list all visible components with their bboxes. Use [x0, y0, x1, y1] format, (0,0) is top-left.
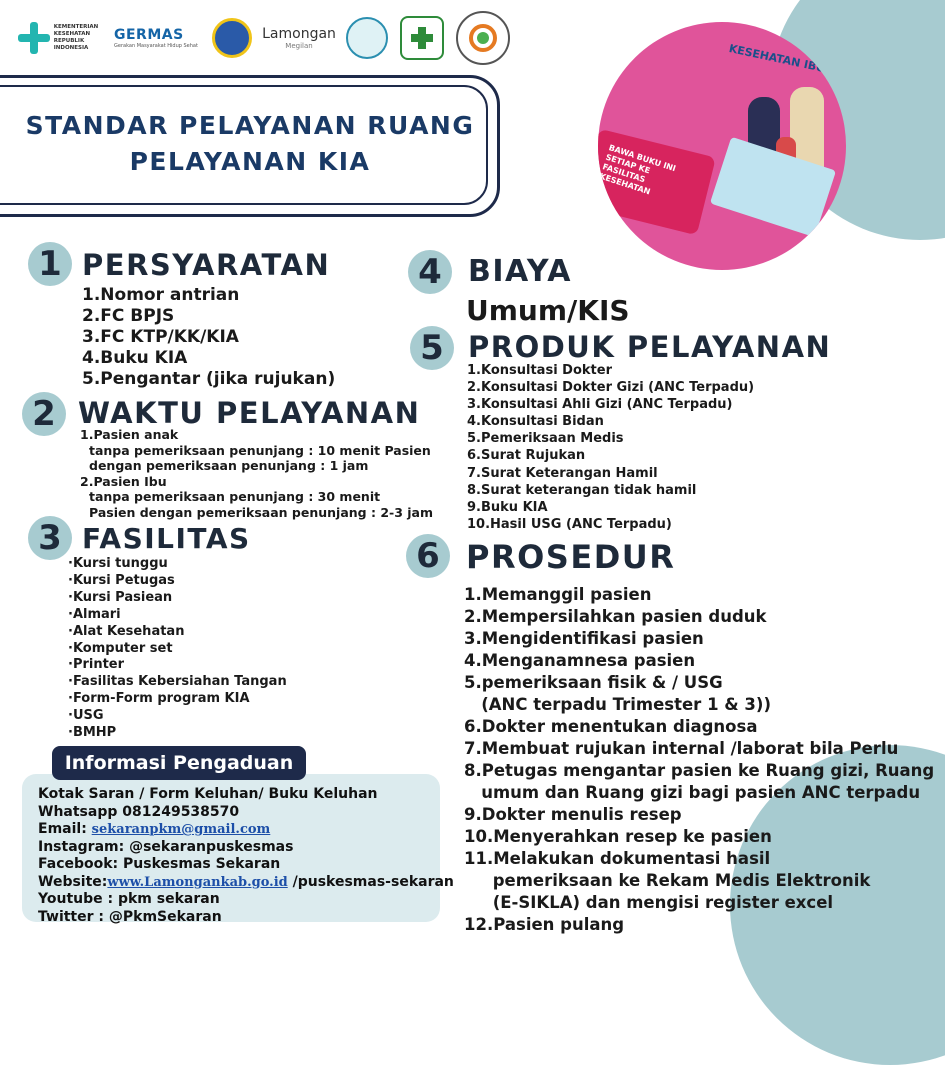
section-number-2: 2	[22, 392, 66, 436]
germas-logo: GERMAS Gerakan Masyarakat Hidup Sehat	[114, 27, 198, 49]
list-item: ·USG	[68, 708, 104, 724]
list-item: ·Kursi Pasiean	[68, 589, 173, 605]
waktu-heading: WAKTU PELAYANAN	[78, 396, 421, 430]
instagram-contact: Instagram: @sekaranpuskesmas	[38, 838, 294, 855]
biaya-heading: BIAYA	[468, 254, 572, 289]
kemenkes-mark-icon	[18, 22, 50, 54]
lamongan-regency-emblem-icon	[212, 18, 252, 58]
kemenkes-logo: KEMENTERIAN KESEHATAN REPUBLIK INDONESIA	[14, 16, 102, 60]
produk-heading: PRODUK PELAYANAN	[468, 330, 832, 364]
list-item: ·Kursi tunggu	[68, 556, 168, 571]
puskesmas-cross-icon	[400, 16, 444, 60]
list-item: 5.Pemeriksaan Medis	[467, 431, 624, 447]
list-item: 1.Pasien anak	[80, 427, 179, 442]
email-link[interactable]: sekaranpkm@gmail.com	[91, 822, 271, 837]
list-item: 6.Dokter menentukan diagnosa	[464, 717, 758, 736]
list-item: ·Printer	[68, 657, 125, 673]
list-item: 2.Pasien Ibu	[80, 473, 167, 489]
puskesmas-sekaran-seal-icon	[456, 11, 510, 65]
list-item: tanpa pemeriksaan penunjang : 10 menit Pasien	[89, 442, 431, 458]
list-item: ·Komputer set	[68, 640, 173, 656]
list-item: 5.pemeriksaan fisik & / USG	[464, 673, 723, 692]
list-item: 4.Buku KIA	[82, 348, 188, 368]
section-number-4: 4	[408, 250, 452, 294]
logo-row	[14, 8, 510, 68]
list-item: (ANC terpadu Trimester 1 & 3))	[464, 695, 771, 714]
list-item: ·Alat Kesehatan	[68, 623, 185, 639]
list-item: 7.Membuat rujukan internal /laborat bila Perlu	[464, 739, 899, 758]
list-item: 12.Pasien pulang	[464, 915, 625, 934]
list-item: 7.Surat Keterangan Hamil	[467, 465, 658, 481]
list-item: pemeriksaan ke Rekam Medis Elektronik	[464, 871, 871, 890]
list-item: tanpa pemeriksaan penunjang : 30 menit	[89, 489, 381, 504]
list-item: 8.Petugas mengantar pasien ke Ruang gizi, Ruang	[464, 761, 935, 780]
list-item: 3.FC KTP/KK/KIA	[82, 327, 239, 347]
list-item: 2.Konsultasi Dokter Gizi (ANC Terpadu)	[467, 380, 755, 396]
list-item: 2.FC BPJS	[82, 306, 175, 326]
list-item: 1.Nomor antrian	[82, 285, 240, 305]
list-item: ·Form-Form program KIA	[68, 691, 250, 707]
list-item: 10.Menyerahkan resep ke pasien	[464, 827, 772, 846]
pengaduan-badge: Informasi Pengaduan	[52, 746, 306, 780]
list-item: 4.Konsultasi Bidan	[467, 414, 604, 430]
list-item: 9.Dokter menulis resep	[464, 805, 682, 824]
kotak-saran: Kotak Saran / Form Keluhan/ Buku Keluhan	[38, 786, 378, 802]
section-number-1: 1	[28, 242, 72, 286]
list-item: 10.Hasil USG (ANC Terpadu)	[467, 516, 672, 532]
list-item: 1.Konsultasi Dokter	[467, 363, 612, 378]
list-item: 11.Melakukan dokumentasi hasil	[464, 849, 771, 868]
list-item: dengan pemeriksaan penunjang : 1 jam	[89, 458, 369, 473]
section-number-6: 6	[406, 534, 450, 578]
persyaratan-list	[82, 285, 335, 390]
section-number-3: 3	[28, 516, 72, 560]
list-item: 8.Surat keterangan tidak hamil	[467, 482, 697, 498]
page-title: STANDAR PELAYANAN RUANG PELAYANAN KIA	[25, 111, 475, 176]
buku-kia-illustration: KESEHATAN IBU BAWA BUKU INI SETIAP KE FASILITAS KESEHATAN	[598, 22, 846, 270]
list-item: ·Kursi Petugas	[68, 572, 175, 588]
list-item: ·Almari	[68, 606, 121, 622]
list-item: 4.Menganamnesa pasien	[464, 651, 696, 670]
list-item: 1.Memanggil pasien	[464, 585, 652, 604]
section-number-5: 5	[410, 326, 454, 370]
list-item: umum dan Ruang gizi bagi pasien ANC terpadu	[464, 783, 921, 802]
wave-logo-icon	[346, 17, 388, 59]
youtube-contact: Youtube : pkm sekaran	[38, 891, 220, 907]
lamongan-megilan-logo: Lamongan Megilan	[262, 26, 336, 50]
fasilitas-heading: FASILITAS	[82, 522, 251, 555]
biaya-value: Umum/KIS	[466, 294, 630, 327]
email-contact: Email: sekaranpkm@gmail.com	[38, 821, 271, 837]
prosedur-heading: PROSEDUR	[466, 538, 676, 576]
list-item: 5.Pengantar (jika rujukan)	[82, 369, 336, 389]
list-item: 6.Surat Rujukan	[467, 448, 586, 464]
whatsapp-contact: Whatsapp 081249538570	[38, 803, 240, 820]
prosedur-list	[464, 584, 934, 936]
waktu-list	[80, 427, 433, 520]
persyaratan-heading: PERSYARATAN	[82, 248, 331, 282]
list-item: 2.Mempersilahkan pasien duduk	[464, 607, 767, 626]
website-link[interactable]: www.Lamongankab.go.id	[107, 874, 288, 890]
list-item: 3.Mengidentifikasi pasien	[464, 629, 704, 648]
fasilitas-list	[68, 556, 287, 742]
list-item: 3.Konsultasi Ahli Gizi (ANC Terpadu)	[467, 397, 733, 413]
list-item: ·Fasilitas Kebersiahan Tangan	[68, 674, 287, 690]
list-item: 9.Buku KIA	[467, 499, 548, 515]
twitter-contact: Twitter : @PkmSekaran	[38, 908, 222, 925]
list-item: Pasien dengan pemeriksaan penunjang : 2-3 jam	[89, 504, 433, 520]
produk-list	[467, 362, 754, 533]
pengaduan-contacts	[38, 786, 454, 926]
list-item: ·BMHP	[68, 725, 117, 741]
website-contact: Website:www.Lamongankab.go.id /puskesmas-sekaran	[38, 873, 454, 890]
facebook-contact: Facebook: Puskesmas Sekaran	[38, 856, 281, 872]
list-item: (E-SIKLA) dan mengisi register excel	[464, 893, 834, 912]
